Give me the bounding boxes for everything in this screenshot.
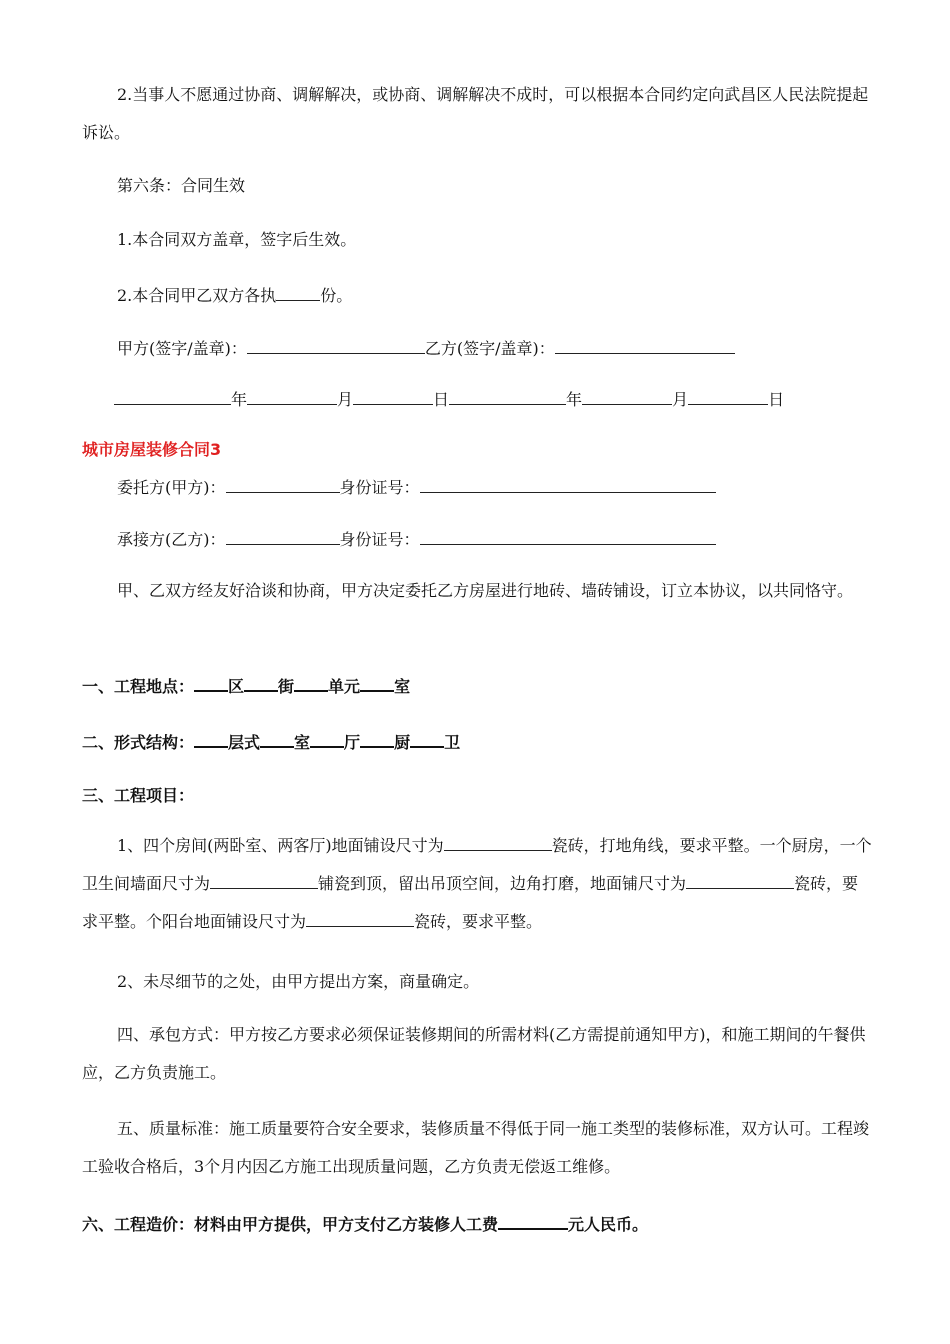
item1-part-b: 瓷砖，打地角线，要求平整。一个厨房，一个卫生间墙面尺寸为: [82, 836, 872, 893]
contractor-id-blank[interactable]: [420, 527, 716, 545]
section1-label: 一、工程地点：: [82, 677, 195, 696]
district-blank[interactable]: [194, 673, 228, 692]
client-id-label: 身份证号：: [339, 478, 420, 497]
year-label: 年: [566, 390, 583, 409]
month-label: 月: [672, 390, 689, 409]
party-a-year-blank[interactable]: [114, 387, 231, 405]
section5-quality-standard: 五、质量标准：施工质量要符合安全要求，装修质量不得低于同一施工类型的装修标准，双方认可。工程竣工验收合格后，3个月内因乙方施工出现质量问题，乙方负责无偿返工维修。: [82, 1119, 870, 1176]
clause6-item2-suffix: 份。: [320, 286, 353, 305]
contract-title: 城市房屋装修合同3: [82, 440, 222, 459]
bathrooms-blank[interactable]: [410, 729, 444, 748]
rooms-label: 室: [294, 733, 311, 752]
party-a-day-blank[interactable]: [353, 387, 433, 405]
date-row: [114, 387, 784, 411]
halls-blank[interactable]: [310, 729, 344, 748]
party-a-signature-blank[interactable]: [247, 336, 425, 354]
section2-label: 二、形式结构：: [82, 733, 195, 752]
contractor-name-blank[interactable]: [226, 527, 340, 545]
room-label: 室: [394, 677, 411, 696]
room-tile-size-blank[interactable]: [444, 833, 552, 851]
item1-part-e: 瓷砖，要求平整。: [414, 912, 543, 931]
clause5-item2: 2.当事人不愿通过协商、调解解决，或协商、调解解决不成时，可以根据本合同约定向武昌区人民法院提起诉讼。: [82, 85, 869, 142]
halls-label: 厅: [344, 733, 361, 752]
party-b-signature-label: 乙方(签字/盖章)：: [424, 339, 555, 358]
contractor-id-label: 身份证号：: [339, 530, 420, 549]
client-name-blank[interactable]: [226, 475, 340, 493]
party-b-signature-blank[interactable]: [555, 336, 735, 354]
month-label: 月: [337, 390, 354, 409]
balcony-tile-size-blank[interactable]: [306, 909, 414, 927]
party-b-day-blank[interactable]: [688, 387, 768, 405]
client-id-blank[interactable]: [420, 475, 716, 493]
section4-contract-method: 四、承包方式：甲方按乙方要求必须保证装修期间的所需材料(乙方需提前通知甲方)，和施工期间的午餐供应，乙方负责施工。: [82, 1025, 866, 1082]
street-label: 街: [278, 677, 295, 696]
clause6-title: 第六条：合同生效: [117, 176, 246, 195]
client-label: 委托方(甲方)：: [117, 478, 226, 497]
floors-blank[interactable]: [194, 729, 228, 748]
district-label: 区: [228, 677, 245, 696]
client-row: [117, 475, 716, 499]
section3-title: 三、工程项目：: [82, 786, 195, 805]
item1-part-c: 铺瓷到顶，留出吊顶空间，边角打磨，地面铺尺寸为: [318, 874, 687, 893]
section3-item2: 2、未尽细节的之处，由甲方提出方案，商量确定。: [117, 972, 480, 991]
party-b-month-blank[interactable]: [582, 387, 672, 405]
section6-suffix: 元人民币。: [568, 1215, 649, 1234]
section2-structure: [82, 729, 460, 754]
signature-row: [117, 336, 735, 360]
room-blank[interactable]: [360, 673, 394, 692]
year-label: 年: [231, 390, 248, 409]
contract-intro: 甲、乙双方经友好洽谈和协商，甲方决定委托乙方房屋进行地砖、墙砖铺设，订立本协议，以共同恪守。: [117, 581, 854, 600]
contractor-row: [117, 527, 716, 551]
item1-part-a: 1、四个房间(两卧室、两客厅)地面铺设尺寸为: [117, 836, 444, 855]
section6-prefix: 六、工程造价：材料由甲方提供，甲方支付乙方装修人工费: [82, 1215, 499, 1234]
clause6-item2-prefix: 2.本合同甲乙双方各执: [117, 286, 277, 305]
item1-part-d: 瓷砖，要求平整。个阳台地面铺设尺寸为: [82, 874, 859, 931]
unit-label: 单元: [328, 677, 361, 696]
day-label: 日: [768, 390, 785, 409]
section6-cost: [82, 1211, 648, 1236]
wall-tile-size-blank[interactable]: [210, 871, 318, 889]
street-blank[interactable]: [244, 673, 278, 692]
contractor-label: 承接方(乙方)：: [117, 530, 226, 549]
section1-location: [82, 673, 410, 698]
unit-blank[interactable]: [294, 673, 328, 692]
kitchens-blank[interactable]: [360, 729, 394, 748]
floors-label: 层式: [228, 733, 261, 752]
section3-item1: [82, 827, 872, 941]
copies-blank[interactable]: [276, 283, 320, 301]
party-b-year-blank[interactable]: [449, 387, 566, 405]
party-a-signature-label: 甲方(签字/盖章)：: [117, 339, 247, 358]
labor-fee-blank[interactable]: [498, 1211, 568, 1230]
bathrooms-label: 卫: [444, 733, 461, 752]
rooms-blank[interactable]: [260, 729, 294, 748]
day-label: 日: [433, 390, 450, 409]
clause6-item2: [117, 283, 352, 307]
kitchens-label: 厨: [394, 733, 411, 752]
floor-tile-size-blank[interactable]: [686, 871, 794, 889]
party-a-month-blank[interactable]: [247, 387, 337, 405]
clause6-item1: 1.本合同双方盖章，签字后生效。: [117, 230, 357, 249]
